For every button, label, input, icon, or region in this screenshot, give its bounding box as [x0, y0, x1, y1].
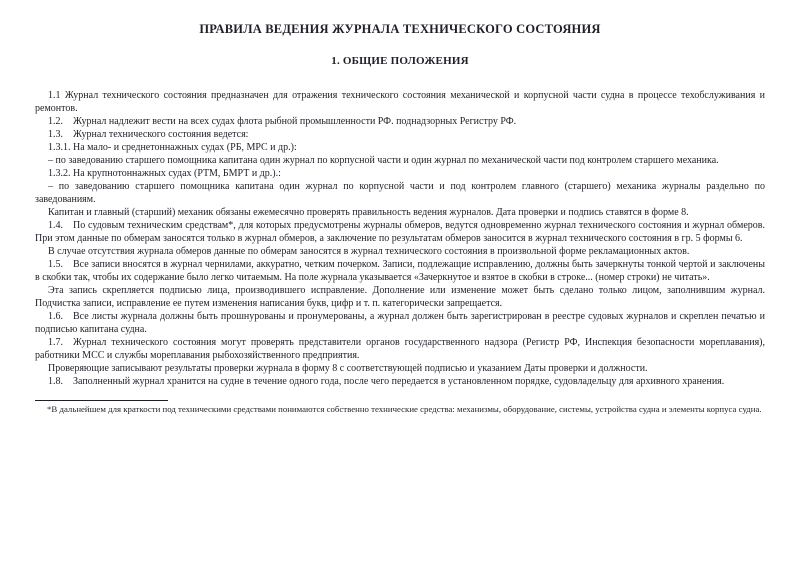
page-title: ПРАВИЛА ВЕДЕНИЯ ЖУРНАЛА ТЕХНИЧЕСКОГО СОСТОЯНИЯ — [199, 22, 601, 36]
paragraph: – по заведованию старшего помощника капитана один журнал по корпусной части и один журнал по механической части под контролем старшего механика. — [48, 155, 719, 166]
paragraph: Капитан и главный (старший) механик обязаны ежемесячно проверять правильность ведения журналов. Дата проверки и подпись ставятся в форме 8. — [48, 207, 689, 218]
paragraph: 1.3.2. На крупнотоннажных судах (РТМ, БМРТ и др.).: — [48, 168, 281, 179]
paragraph: 1.1 Журнал технического состояния предназначен для отражения технического состояния механической и корпусной части судна в процессе техобслуживания и ремонтов. — [35, 90, 765, 114]
document-body — [35, 89, 765, 388]
paragraph: 1.3.1. На мало- и среднетоннажных судах (РБ, МРС и др.): — [48, 142, 297, 153]
paragraph: 1.2. Журнал надлежит вести на всех судах флота рыбной промышленности РФ. поднадзорных Регистру РФ. — [48, 116, 517, 127]
paragraph: 1.3. Журнал технического состояния ведется: — [48, 129, 249, 140]
paragraph: В случае отсутствия журнала обмеров данные по обмерам заносятся в журнал технического состояния в произвольной форме рекламационных актов. — [48, 246, 690, 257]
paragraph: Проверяющие записывают результаты проверки журнала в форму 8 с соответствующей подписью и указанием Даты проверки и должности. — [48, 363, 648, 374]
paragraph: Эта запись скрепляется подписью лица, производившего исправление. Дополнение или изменение может быть сделано только лицом, заполнившим журнал. Подчистка записи, исправление ее путем изменения написания букв, цифр и т. п. категорически запрещается. — [35, 285, 765, 309]
paragraph: 1.5. Все записи вносятся в журнал чернилами, аккуратно, четким почерком. Записи, подлежащие исправлению, должны быть зачеркнуты тонкой чертой и заключены в скобки так, чтобы их содержание было легко читаемым. На поле журнала указывается «Зачеркнутое и взятое в скобки в строке... (номер строки) не читать». — [35, 259, 765, 283]
footnote-text: *В дальнейшем для краткости под техническими средствами понимаются собственно технические средства: механизмы, оборудование, системы, устройства судна и элементы корпуса судна. — [47, 404, 762, 414]
paragraph: 1.4. По судовым техническим средствам*, для которых предусмотрены журналы обмеров, ведутся одновременно журнал технического состояния и журнал обмеров. При этом данные по обмерам заносятся только в журнал обмеров, а заключение по результатам обмеров заносится в журнал технического состояния в гр. 5 формы 6. — [35, 220, 765, 244]
paragraph: 1.6. Все листы журнала должны быть прошнурованы и пронумерованы, а журнал должен быть зарегистрирован в реестре судовых журналов и скреплен печатью и подписью капитана судна. — [35, 311, 765, 335]
paragraph: – по заведованию старшего помощника капитана один журнал по корпусной части и под контролем главного (старшего) механика журналы раздельно по заведованиям. — [35, 181, 765, 205]
footnote-block — [35, 400, 765, 416]
footnote-divider — [35, 400, 168, 401]
paragraph: 1.7. Журнал технического состояния могут проверять представители органов государственного надзора (Регистр РФ, Инспекция безопасности мореплавания), работники МСС и службы мореплавания рыбохозяйственного предприятия. — [35, 337, 765, 361]
paragraph: 1.8. Заполненный журнал хранится на судне в течение одного года, после чего передается в установленном порядке, судовладельцу для архивного хранения. — [48, 376, 725, 387]
section-heading: 1. ОБЩИЕ ПОЛОЖЕНИЯ — [331, 55, 469, 67]
